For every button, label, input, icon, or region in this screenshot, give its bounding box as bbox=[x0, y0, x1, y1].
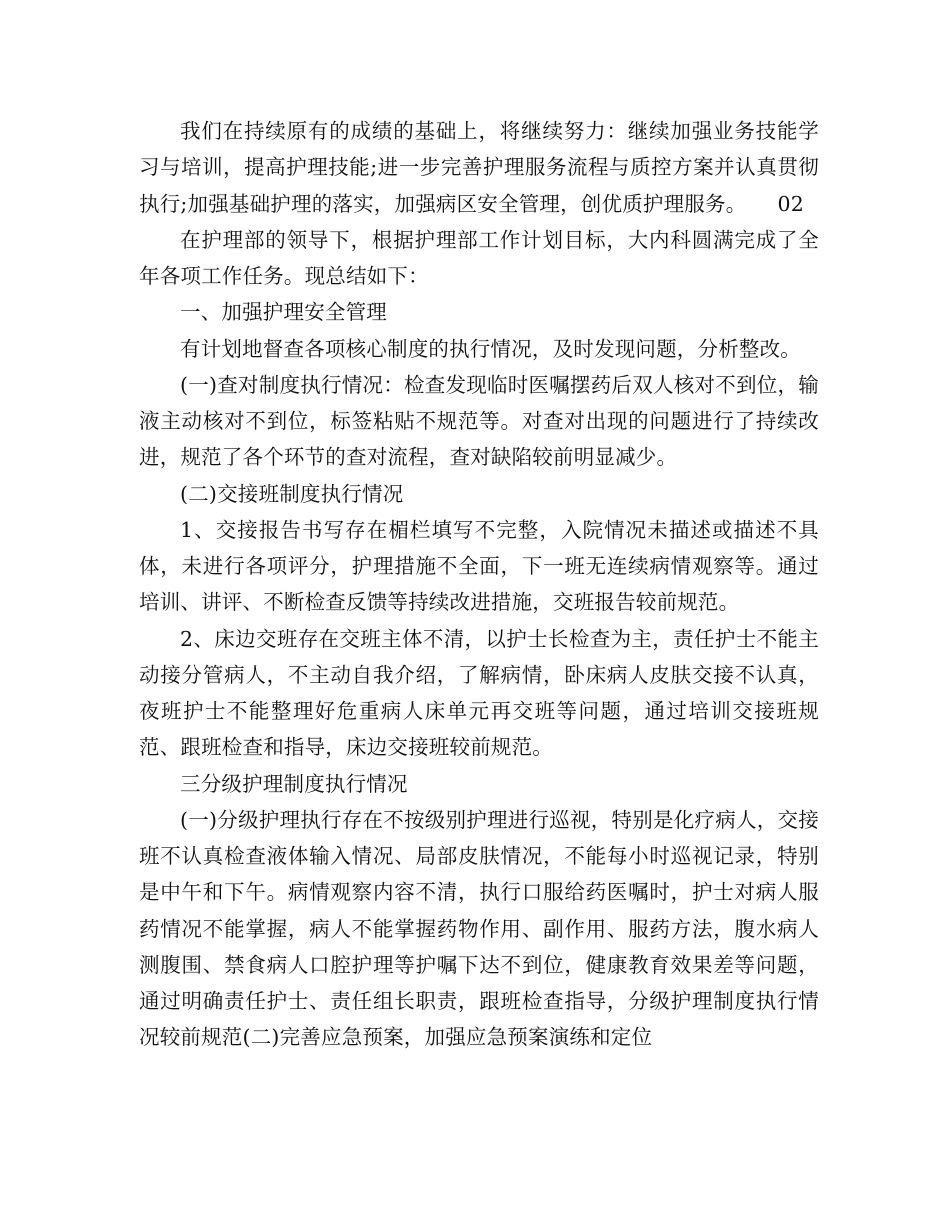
heading-handover-system: (二)交接班制度执行情况 bbox=[180, 481, 404, 506]
paragraph-handover-report: 1、交接报告书写存在楣栏填写不完整，入院情况未描述或描述不具体，未进行各项评分，护理措施不全面，下一班无连续病情观察等。通过培训、讲评、不断检查反馈等持续改进措施，交班报告较前规范。 bbox=[139, 517, 819, 615]
document-body bbox=[139, 113, 819, 1056]
heading-safety-management: 一、加强护理安全管理 bbox=[180, 300, 387, 325]
paragraph-graded-nursing-details: (一)分级护理执行存在不按级别护理进行巡视，特别是化疗病人，交接班不认真检查液体输入情况、局部皮肤情况，不能每小时巡视记录，特别是中午和下午。病情观察内容不清，执行口服给药医嘱时，护士对病人服药情况不能掌握，病人不能掌握药物作用、副作用、服药方法，腹水病人测腹围、禁食病人口腔护理等护嘱下达不到位，健康教育效果差等问题，通过明确责任护士、责任组长职责，跟班检查指导，分级护理制度执行情况较前规范(二)完善应急预案，加强应急预案演练和定位 bbox=[139, 807, 819, 1050]
paragraph-continue-efforts: 我们在持续原有的成绩的基础上，将继续努力：继续加强业务技能学习与培训，提高护理技能;进一步完善护理服务流程与质控方案并认真贯彻执行;加强基础护理的落实，加强病区安全管理，创优质护理服务。 02 bbox=[139, 119, 819, 216]
paragraph-verification-system: (一)查对制度执行情况：检查发现临时医嘱摆药后双人核对不到位，输液主动核对不到位，标签粘贴不规范等。对查对出现的问题进行了持续改进，规范了各个环节的查对流程，查对缺陷较前明显减少。 bbox=[139, 372, 819, 470]
paragraph-bedside-handover: 2、床边交班存在交班主体不清，以护士长检查为主，责任护士不能主动接分管病人，不主动自我介绍，了解病情，卧床病人皮肤交接不认真，夜班护士不能整理好危重病人床单元再交班等问题，通过培训交接班规范、跟班检查和指导，床边交接班较前规范。 bbox=[139, 626, 819, 760]
paragraph-summary-intro: 在护理部的领导下，根据护理部工作计划目标，大内科圆满完成了全年各项工作任务。现总结如下： bbox=[139, 227, 819, 288]
paragraph-core-system-check: 有计划地督查各项核心制度的执行情况，及时发现问题，分析整改。 bbox=[180, 336, 801, 361]
heading-graded-nursing: 三分级护理制度执行情况 bbox=[180, 771, 408, 796]
